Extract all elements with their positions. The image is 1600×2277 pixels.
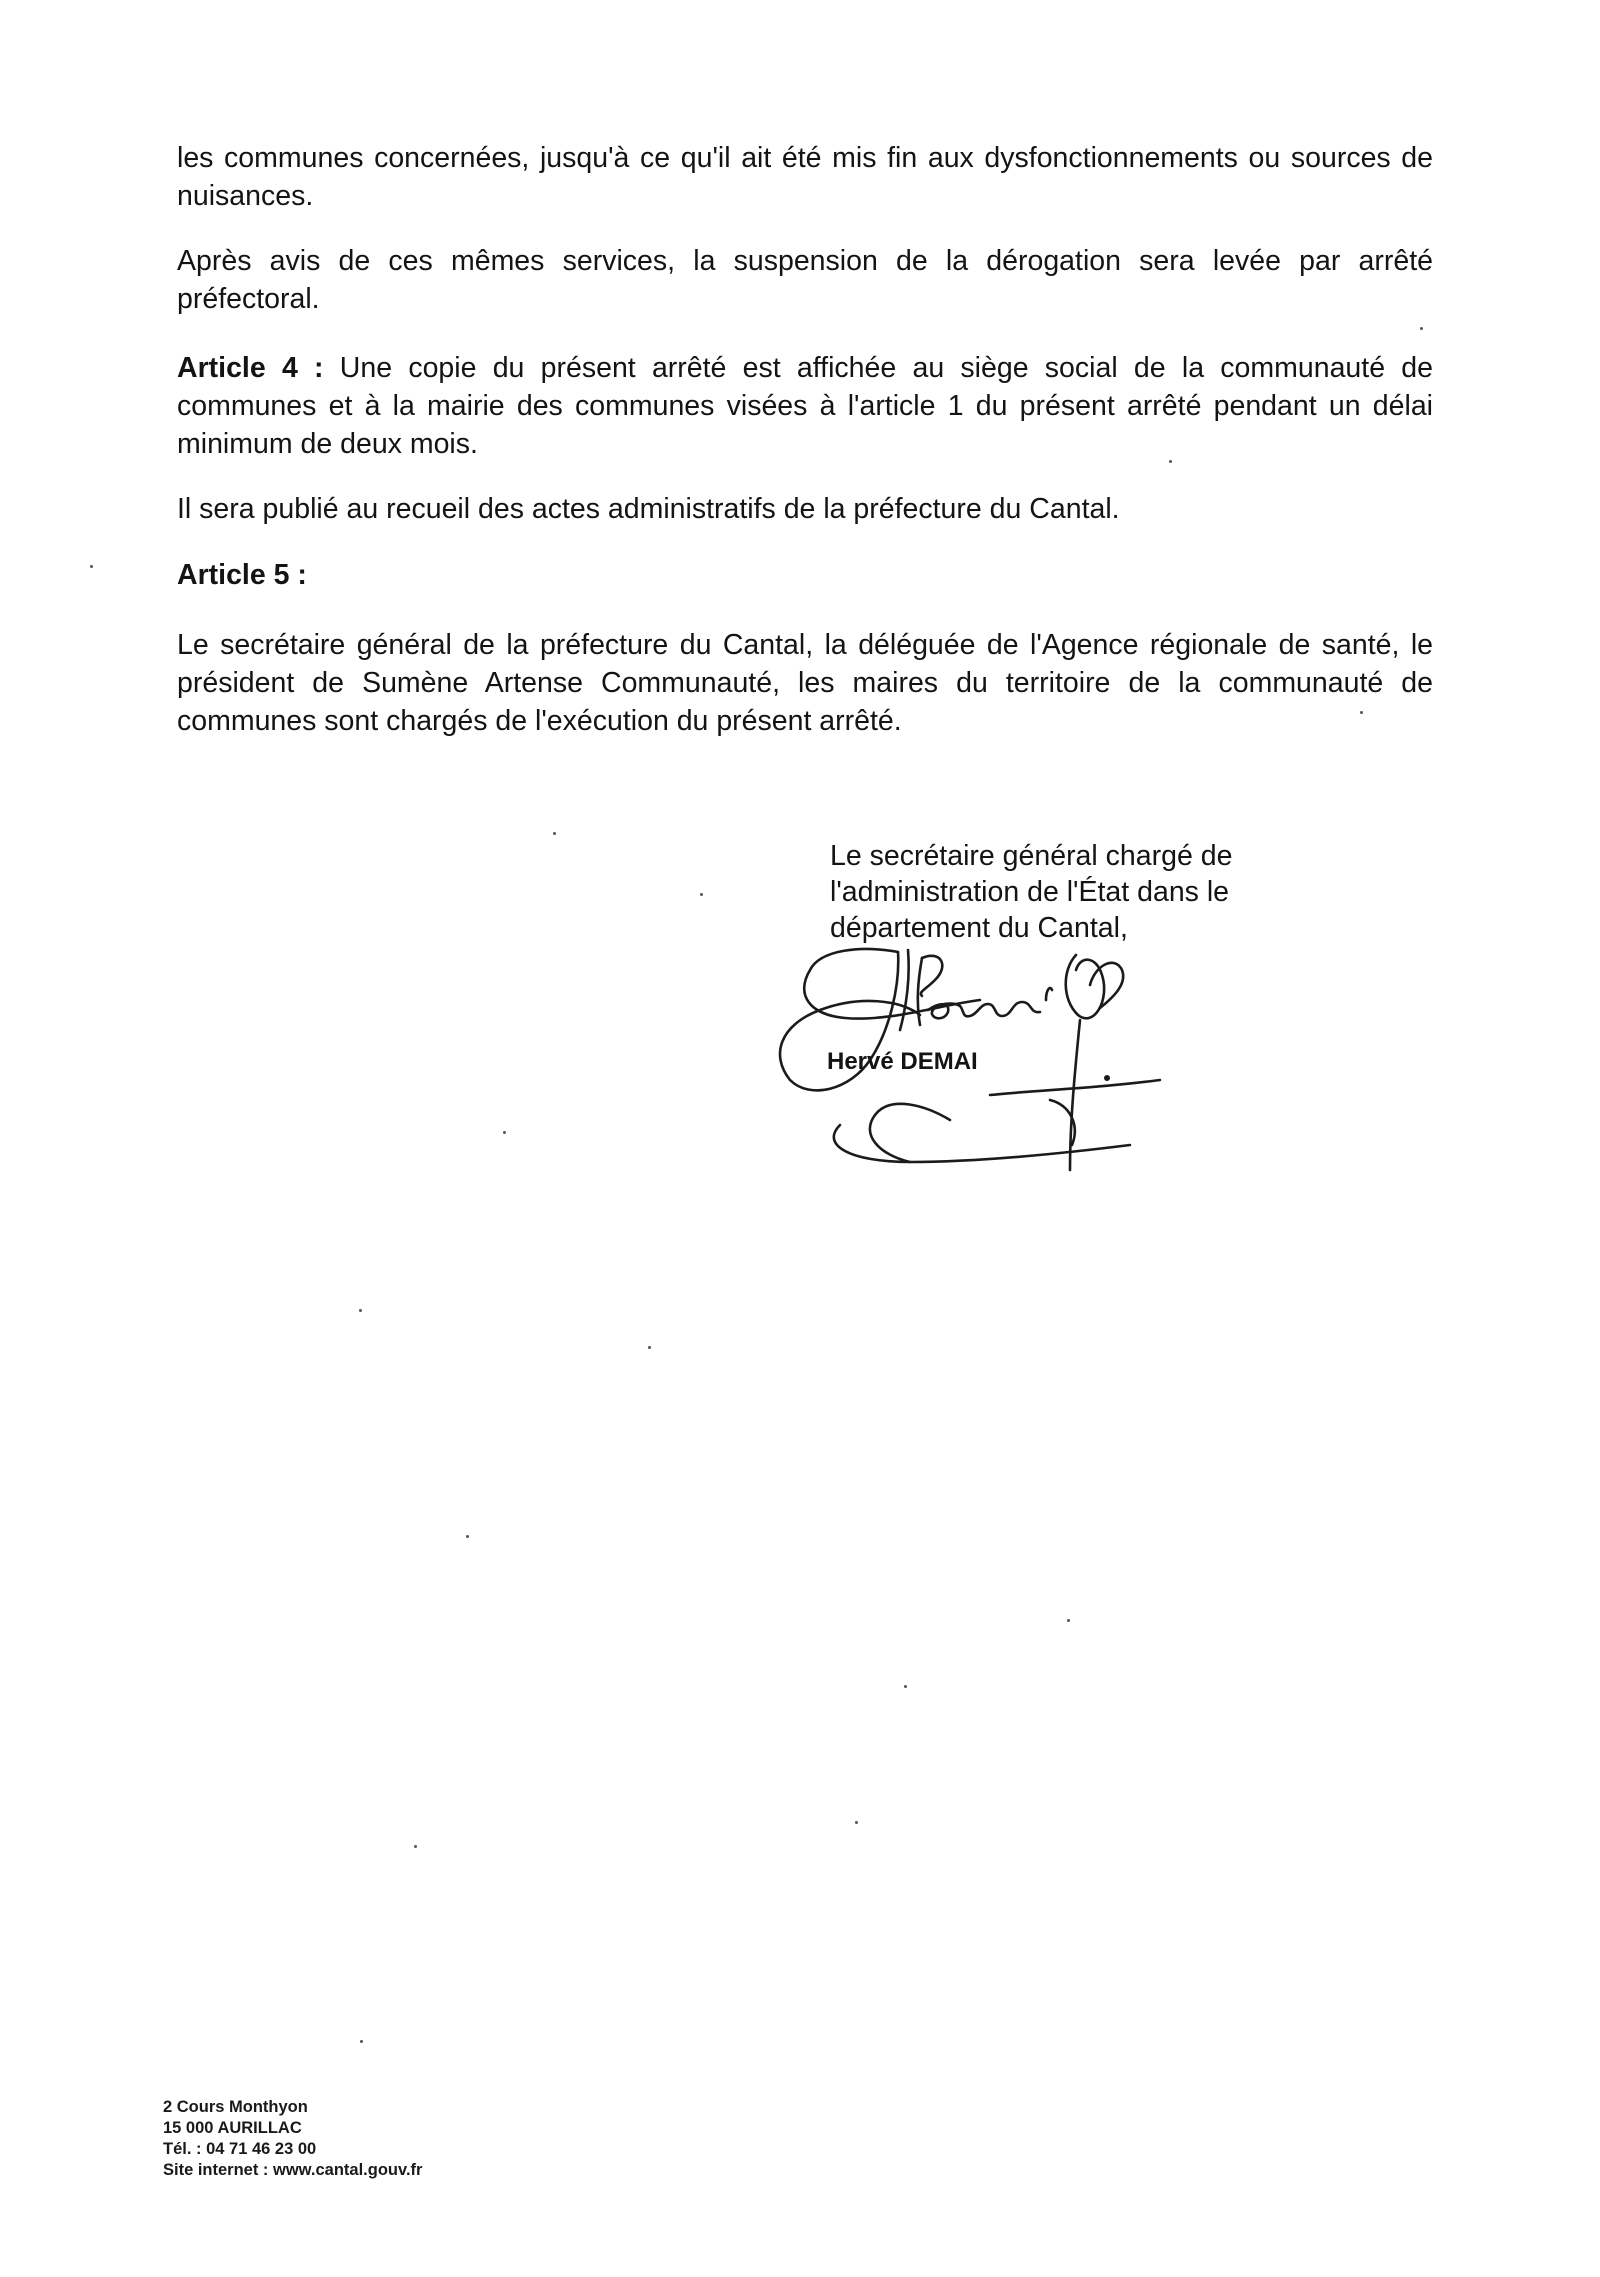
- paragraph-publication: Il sera publié au recueil des actes administratifs de la préfecture du Cantal.: [177, 493, 1120, 525]
- paragraph-nuisances: les communes concernées, jusqu'à ce qu'il ait été mis fin aux dysfonctionnements ou sources de nuisances.: [177, 142, 1433, 212]
- scan-speck: [466, 1535, 469, 1538]
- scan-speck: [648, 1346, 651, 1349]
- scan-speck: [553, 832, 556, 835]
- signer-name: Hervé DEMAI: [827, 1048, 978, 1075]
- scan-speck: [1360, 711, 1363, 714]
- scan-speck: [360, 2040, 363, 2043]
- scan-speck: [90, 565, 93, 568]
- article-4-text: Une copie du présent arrêté est affichée au siège social de la communauté de communes et à la mairie des communes visées à l'article 1 du présent arrêté pendant un délai minimum de deux mois.: [177, 352, 1433, 460]
- paragraph-article-5: Le secrétaire général de la préfecture du Cantal, la déléguée de l'Agence régionale de santé, le président de Sumène Artense Communauté, les maires du territoire de la communauté de communes sont chargés de l'exécution du présent arrêté.: [177, 629, 1433, 737]
- footer-contact: [163, 2097, 422, 2181]
- scan-speck: [700, 893, 703, 896]
- footer-address-street: 2 Cours Monthyon: [163, 2098, 308, 2116]
- article-5-label: Article 5 :: [177, 559, 307, 591]
- footer-address-city: 15 000 AURILLAC: [163, 2119, 302, 2137]
- footer-phone: Tél. : 04 71 46 23 00: [163, 2140, 317, 2158]
- scan-speck: [1420, 327, 1423, 330]
- paragraph-suspension-lifted: Après avis de ces mêmes services, la suspension de la dérogation sera levée par arrêté préfectoral.: [177, 245, 1433, 315]
- signature-title-line-3: département du Cantal,: [830, 912, 1128, 944]
- scan-speck: [904, 1685, 907, 1688]
- scan-speck: [503, 1131, 506, 1134]
- scan-speck: [1067, 1619, 1070, 1622]
- scan-speck: [359, 1309, 362, 1312]
- signature-title-line-2: l'administration de l'État dans le: [830, 876, 1230, 908]
- scan-speck: [855, 1821, 858, 1824]
- scan-speck: [414, 1845, 417, 1848]
- footer-website: Site internet : www.cantal.gouv.fr: [163, 2161, 423, 2179]
- scan-speck: [1169, 460, 1172, 463]
- signature-title-line-1: Le secrétaire général chargé de: [830, 840, 1233, 872]
- paragraph-article-4: [177, 349, 1433, 463]
- article-4-label: Article 4 :: [177, 352, 324, 384]
